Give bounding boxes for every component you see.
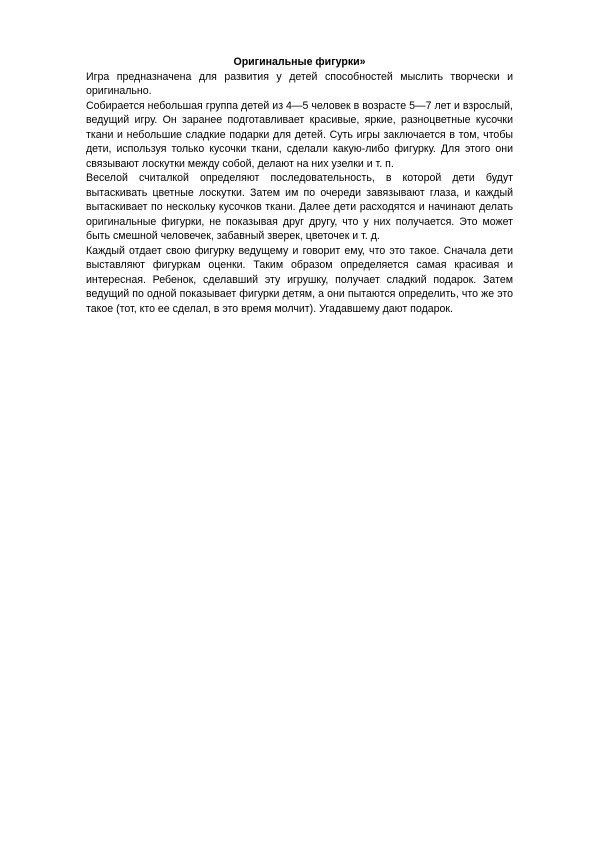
paragraph-ending: Каждый отдает свою фигурку ведущему и говорит ему, что это такое. Сначала дети выставляют фигуркам оценки. Таким образом определяется самая красивая и интересная. Ребенок, сделавший эту игрушку, получает сладкий подарок. Затем ведущий по одной показывает фигурки детям, а они пытаются определить, что же это такое (тот, кто ее сделал, в это время молчит). Угадавшему дают подарок. xyxy=(86,244,513,315)
paragraph-process: Веселой считалкой определяют последовательность, в которой дети будут вытаскивать цветные лоскутки. Затем им по очереди завязывают глаза, и каждый вытаскивает по нескольку кусочков ткани. Далее дети расходятся и начинают делать оригинальные фигурки, не показывая друг другу, что у них получается. Это может быть смешной человечек, забавный зверек, цветочек и т. д. xyxy=(86,172,513,242)
document-page xyxy=(86,55,513,316)
paragraph-setup: Собирается небольшая группа детей из 4—5 человек в возрасте 5—7 лет и взрослый, ведущий игру. Он заранее подготавливает красивые, яркие, разноцветные кусочки ткани и небольшие сладкие подарки для детей. Суть игры заключается в том, чтобы дети, используя только кусочки ткани, сделали какую-либо фигурку. Для этого они связывают лоскутки между собой, делают на них узелки и т. п. xyxy=(86,99,513,170)
paragraph-intro: Игра предназначена для развития у детей способностей мыслить творчески и оригинально. xyxy=(86,70,513,97)
document-title: Оригинальные фигурки» xyxy=(233,56,366,68)
